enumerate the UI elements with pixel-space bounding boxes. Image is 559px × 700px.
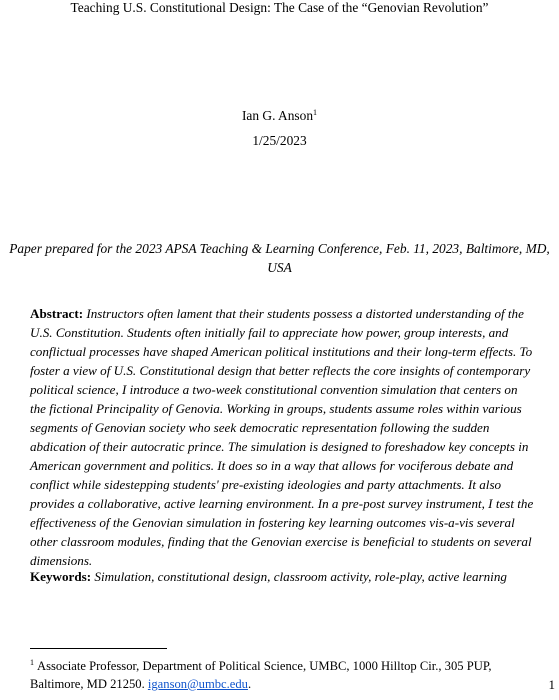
keywords-label: Keywords: <box>30 569 92 584</box>
author-name: Ian G. Anson <box>241 108 314 123</box>
keywords <box>30 569 550 585</box>
footnote <box>30 654 545 693</box>
abstract <box>30 304 536 570</box>
abstract-label: Abstract: <box>30 306 84 321</box>
paper-date: 1/25/2023 <box>252 133 307 148</box>
author-line <box>0 105 559 124</box>
conference-note: Paper prepared for the 2023 APSA Teaching & Learning Conference, Feb. 11, 2023, Baltimore, MD, USA <box>9 241 550 275</box>
abstract-text: Instructors often lament that their students possess a distorted understanding of the U.S. Constitution. Students often initially fail to appreciate how power, group interests, and conflictual processes have shaped American political institutions and their long-term effects. To foster a view of U.S. Constitutional design that better reflects the core insights of contemporary political science, I introduce a two-week constitutional convention simulation that centers on the fictional Principality of Genovia. Working in groups, students assume roles within various segments of Genovian society who seek democratic representation following the sudden abdication of their autocratic prince. The simulation is designed to foreshadow key concepts in American government and politics. It does so in a way that allows for vociferous debate and conflict while sidestepping students' pre-existing ideologies and party attachments. It also provides a collaborative, active learning environment. In a pre-post survey instrument, I test the effectiveness of the Genovian simulation in fostering key learning outcomes vis-a-vis several other classroom modules, finding that the Genovian exercise is beneficial to students on several dimensions. <box>30 306 534 568</box>
footnote-text: Associate Professor, Department of Political Science, UMBC, 1000 Hilltop Cir., 305 PUP, Baltimore, MD 21250. <box>30 659 492 691</box>
author-footnote-marker: 1 <box>313 108 318 117</box>
footnote-marker: 1 <box>30 658 34 667</box>
page-number: 1 <box>548 677 555 692</box>
keywords-text: Simulation, constitutional design, classroom activity, role-play, active learning <box>94 569 507 584</box>
footnote-period: . <box>247 677 252 691</box>
running-title: Teaching U.S. Constitutional Design: The Case of the “Genovian Revolution” <box>70 0 489 15</box>
email-link[interactable]: iganson@umbc.edu <box>147 677 248 691</box>
footnote-divider <box>30 648 167 649</box>
